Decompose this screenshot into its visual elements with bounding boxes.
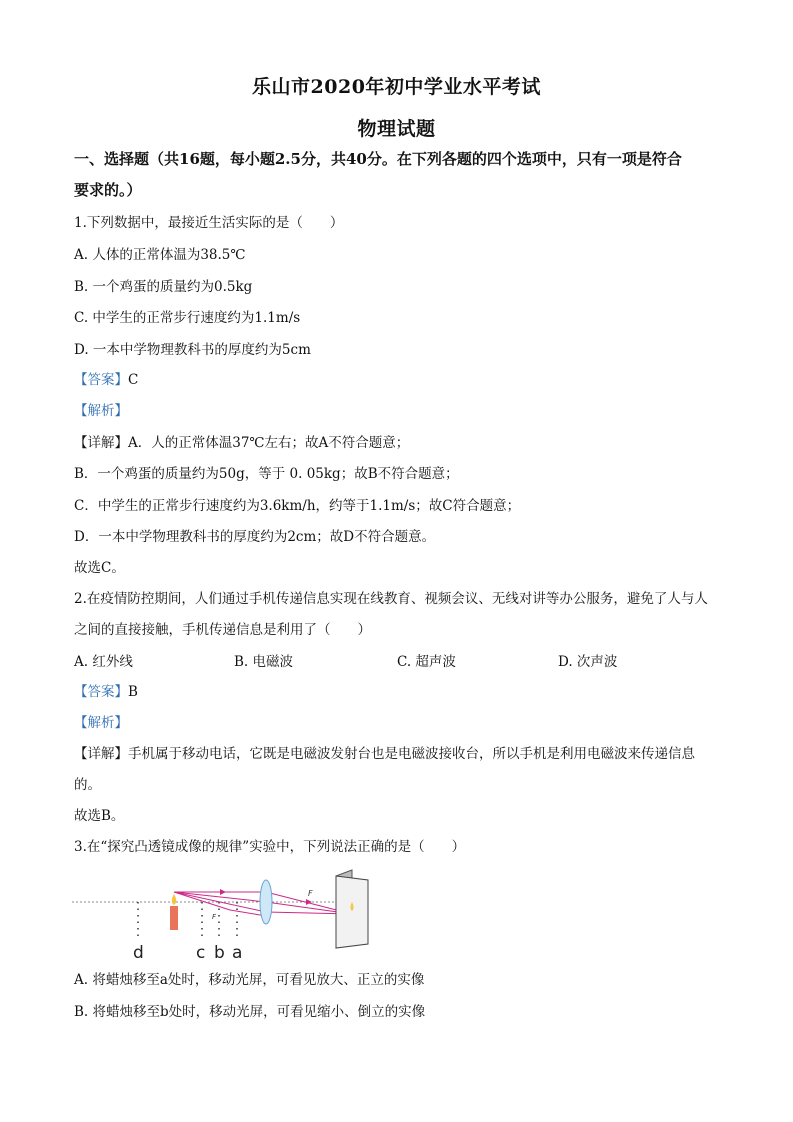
answer-value: B — [128, 684, 138, 700]
q2-option-a: A. 红外线 — [74, 654, 133, 670]
point-label-b: b — [214, 943, 225, 962]
section-heading-line1: 一、选择题（共16题，每小题2.5分，共40分。在下列各题的四个选项中，只有一项是符合 — [74, 150, 682, 168]
q1-detail-a — [74, 434, 409, 452]
lens-experiment-figure — [70, 866, 380, 962]
q1-option-a: A. 人体的正常体温为38.5℃ — [74, 247, 246, 263]
q1-conclusion: 故选C。 — [74, 560, 125, 576]
q1-answer — [74, 371, 138, 389]
q3-stem: 3.在“探究凸透镜成像的规律”实验中，下列说法正确的是（ ） — [74, 839, 466, 855]
q2-conclusion: 故选B。 — [74, 808, 125, 824]
focus-label-right: F — [308, 889, 313, 898]
point-label-c: c — [196, 943, 206, 962]
q1-detail-b: B．一个鸡蛋的质量约为50g，等于 0. 05kg；故B不符合题意； — [74, 466, 459, 482]
q3-option-a: A. 将蜡烛移至a处时，移动光屏，可看见放大、正立的实像 — [74, 972, 425, 988]
q2-analysis-label: 【解析】 — [74, 715, 128, 731]
exam-title: 乐山市2020年初中学业水平考试 — [252, 76, 541, 98]
q1-stem: 1.下列数据中，最接近生活实际的是（ ） — [74, 215, 344, 231]
q1-option-d: D. 一本中学物理教科书的厚度约为5cm — [74, 342, 311, 358]
exam-subtitle: 物理试题 — [357, 118, 436, 140]
flame-icon — [172, 894, 177, 905]
detail-text: 手机属于移动电话，它既是电磁波发射台也是电磁波接收台，所以手机是利用电磁波来传递信息 — [128, 746, 695, 762]
answer-label: 【答案】 — [74, 684, 128, 700]
q1-analysis-label: 【解析】 — [74, 403, 128, 419]
answer-value: C — [128, 372, 139, 388]
q2-option-b: B. 电磁波 — [234, 654, 294, 670]
q2-stem-line1: 2.在疫情防控期间，人们通过手机传递信息实现在线教育、视频会议、无线对讲等办公服务，避免了人与人 — [74, 591, 708, 607]
detail-label: 【详解】 — [74, 435, 128, 451]
point-label-d: d — [133, 943, 144, 962]
q2-detail-line2: 的。 — [74, 777, 101, 793]
point-label-a: a — [232, 943, 243, 962]
q1-detail-d: D．一本中学物理教科书的厚度约为2cm；故D不符合题意。 — [74, 529, 436, 545]
section-heading-line2: 要求的。） — [74, 181, 142, 199]
convex-lens-icon — [260, 880, 272, 924]
light-screen — [336, 876, 368, 948]
q1-detail-c: C．中学生的正常步行速度约为3.6km/h，约等于1.1m/s；故C符合题意； — [74, 498, 521, 514]
q3-option-b: B. 将蜡烛移至b处时，移动光屏，可看见缩小、倒立的实像 — [74, 1004, 426, 1020]
candle-icon — [170, 906, 178, 930]
q2-stem-line2: 之间的直接接触，手机传递信息是利用了（ ） — [74, 622, 371, 638]
q2-option-d: D. 次声波 — [558, 654, 618, 670]
q2-answer — [74, 683, 138, 701]
q2-option-c: C. 超声波 — [397, 654, 456, 670]
q1-option-c: C. 中学生的正常步行速度约为1.1m/s — [74, 310, 301, 326]
detail-label: 【详解】 — [74, 746, 128, 762]
detail-text: A．人的正常体温37℃左右；故A不符合题意； — [128, 435, 410, 451]
focus-label-left: F — [212, 913, 217, 921]
answer-label: 【答案】 — [74, 372, 128, 388]
q1-option-b: B. 一个鸡蛋的质量约为0.5kg — [74, 279, 253, 295]
q2-detail-line1 — [74, 745, 695, 763]
